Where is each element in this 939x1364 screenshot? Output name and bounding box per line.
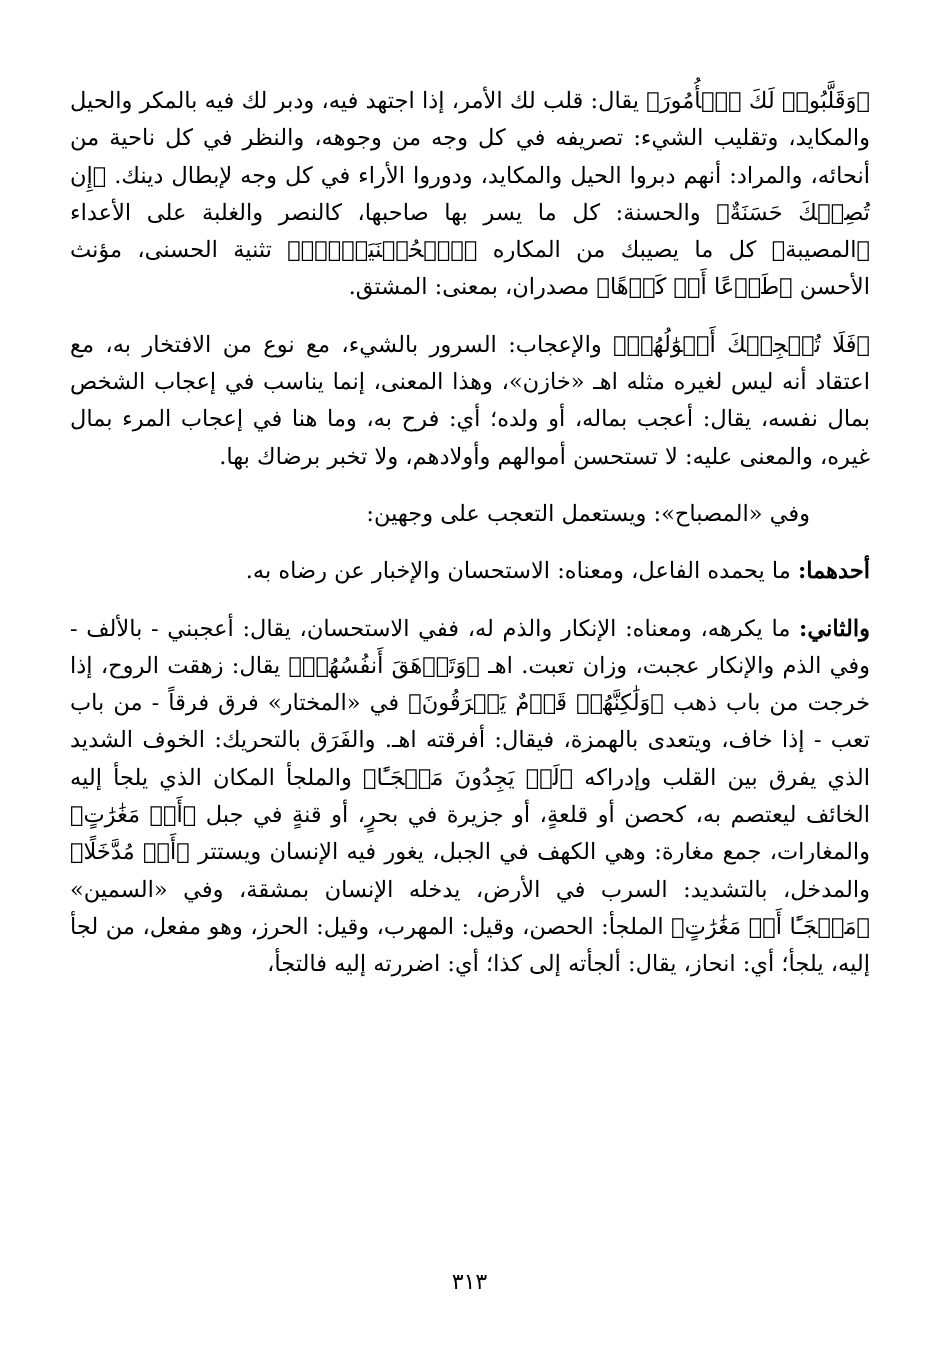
paragraph-1: ﴿وَقَلَّبُوا۟ لَكَ ٱلۡأُمُورَ﴾ يقال: قلب لك الأمر، إذا اجتهد فيه، ودبر لك فيه بالمكر والحيل والمكايد، وتقليب الشيء: تصريفه في كل وجه من وجوهه، والنظر في كل ناحية من أنحائه، والمراد: أنهم دبروا الحيل والمكايد، ودوروا الأراء في كل وجه لإبطال دينك. ﴿إِن تُصِبۡكَ حَسَنَةٌ﴾ والحسنة: كل ما يسر بها صاحبها، كالنصر والغلبة على الأعداء ﴿المصيبة﴾ كل ما يصيبك من المكاره ﴿ٱلۡحُسۡنَيَيۡنِۖ﴾ تثنية الحسنى، مؤنث الأحسن ﴿طَوۡعًا أَوۡ كَرۡهًا﴾ مصدران، بمعنى: المشتق. (70, 88, 870, 301)
page-number: ٣١٣ (451, 1270, 488, 1295)
paragraph-4 (70, 553, 870, 590)
paragraph-4-body: ما يحمده الفاعل، ومعناه: الاستحسان والإخبار عن رضاه به. (245, 558, 798, 585)
paragraph-4-lead: أحدهما: (797, 558, 870, 585)
paragraph-5 (70, 611, 870, 984)
paragraph-5-lead: والثاني: (799, 615, 870, 642)
paragraph-2: ﴿فَلَا تُعۡجِبۡكَ أَمۡوَٰلُهُمۡ﴾ والإعجاب: السرور بالشيء، مع نوع من الافتخار به، مع اعتقاد أنه ليس لغيره مثله اهـ «خازن»، وهذا المعنى، إنما يناسب في إعجاب الشخص بمال نفسه، يقال: أعجب بماله، أو ولده؛ أي: فرح به، وما هنا في إعجاب المرء بمال غيره، والمعنى عليه: لا تستحسن أموالهم وأولادهم، ولا تخبر برضاك بها. (70, 331, 870, 470)
body-text (70, 83, 870, 984)
paragraph-5-body: ما يكرهه، ومعناه: الإنكار والذم له، ففي الاستحسان، يقال: أعجبني - بالألف - وفي الذم والإنكار عجبت، وزان تعبت. اهـ ﴿وَتَزۡهَقَ أَنفُسُهُمۡ﴾ يقال: زهقت الروح، إذا خرجت من باب ذهب ﴿وَلَٰكِنَّهُمۡ قَوۡمٌ يَفۡرَقُونَ﴾ في «المختار» فرق فرقاً - من باب تعب - إذا خاف، ويتعدى بالهمزة، فيقال: أفرقته اهـ. والفَرَق بالتحريك: الخوف الشديد الذي يفرق بين القلب وإدراكه ﴿لَوۡ يَجِدُونَ مَلۡجَـًٔا﴾ والملجأ المكان الذي يلجأ إليه الخائف ليعتصم به، كحصن أو قلعةٍ، أو جزيرة في بحرٍ، أو قنةٍ في جبل ﴿أَوۡ مَغَٰرَٰتٍ﴾ والمغارات، جمع مغارة: وهي الكهف في الجبل، يغور فيه الإنسان ويستتر ﴿أَوۡ مُدَّخَلًا﴾ والمدخل، بالتشديد: السرب في الأرض، يدخله الإنسان بمشقة، وفي «السمين» ﴿مَلۡجَـًٔا أَوۡ مَغَٰرَٰتٍ﴾ الملجأ: الحصن، وقيل: المهرب، وقيل: الحرز، وهو مفعل، من لجأ إليه، يلجأ؛ أي: انحاز، يقال: ألجأته إلى كذا؛ أي: اضررته إليه فالتجأ، (70, 615, 870, 978)
paragraph-3: وفي «المصباح»: ويستعمل التعجب على وجهين: (366, 500, 810, 527)
